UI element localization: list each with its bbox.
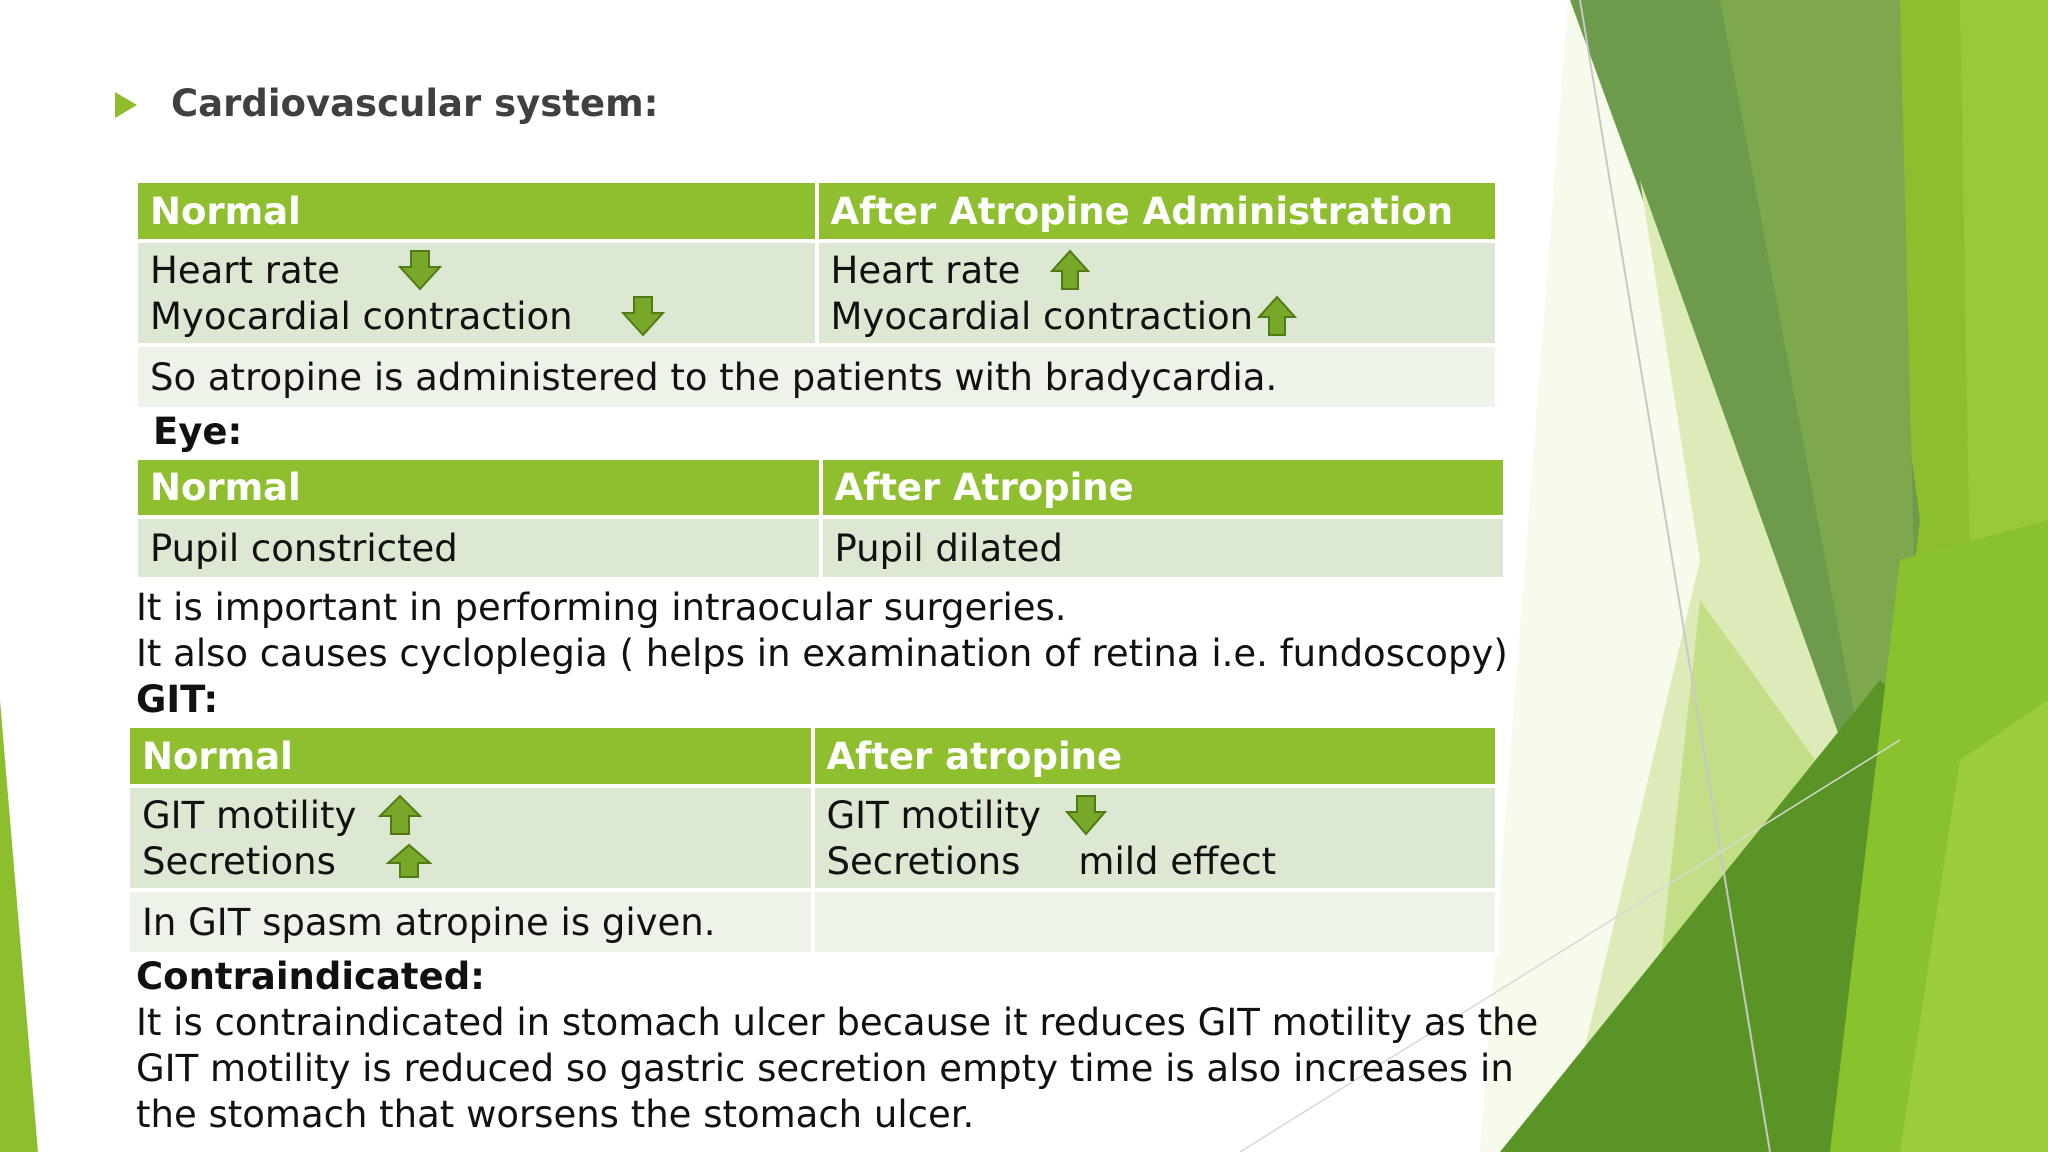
eye-note-2: It also causes cycloplegia ( helps in examination of retina i.e. fundoscopy) <box>136 632 1508 675</box>
mild-effect-text: mild effect <box>1078 839 1277 883</box>
git-motility-label: GIT motility <box>826 793 1041 837</box>
down-arrow-icon <box>621 295 665 337</box>
after-cell <box>819 243 1496 343</box>
up-arrow-icon <box>1050 249 1090 291</box>
table-row <box>130 788 1495 888</box>
table-row <box>138 519 1503 577</box>
table-header-row <box>130 728 1495 784</box>
table-row <box>130 892 1495 952</box>
table-row <box>138 347 1495 407</box>
header-after: After Atropine Administration <box>819 183 1496 239</box>
table-header-row <box>138 460 1503 515</box>
down-arrow-icon <box>1065 794 1107 836</box>
cardio-table <box>134 179 1499 411</box>
triangle-bullet-icon <box>115 92 137 118</box>
git-motility-label: GIT motility <box>142 793 357 837</box>
section-heading: Cardiovascular system: <box>171 82 659 125</box>
eye-label: Eye: <box>153 410 243 453</box>
table-row <box>138 243 1495 343</box>
secretions-label: Secretions <box>826 839 1021 883</box>
header-after: After atropine <box>815 728 1496 784</box>
empty-cell <box>815 892 1496 952</box>
eye-note-1: It is important in performing intraocular surgeries. <box>136 586 1067 629</box>
normal-cell <box>130 788 811 888</box>
header-normal: Normal <box>138 460 819 515</box>
git-label: GIT: <box>136 678 219 721</box>
contraindicated-line-2: GIT motility is reduced so gastric secretion empty time is also increases in <box>136 1047 1514 1090</box>
git-note: In GIT spasm atropine is given. <box>130 892 811 952</box>
contraindicated-line-1: It is contraindicated in stomach ulcer because it reduces GIT motility as the <box>136 1001 1539 1044</box>
header-normal: Normal <box>138 183 815 239</box>
contraindicated-label: Contraindicated: <box>136 955 485 998</box>
heart-rate-label: Heart rate <box>150 248 340 292</box>
secretions-label: Secretions <box>142 839 336 883</box>
eye-table <box>134 456 1507 581</box>
heart-rate-label: Heart rate <box>830 248 1021 292</box>
up-arrow-icon <box>1257 295 1297 337</box>
normal-cell: Pupil constricted <box>138 519 819 577</box>
up-arrow-icon <box>386 843 432 879</box>
table-header-row <box>138 183 1495 239</box>
normal-cell <box>138 243 815 343</box>
cardio-note: So atropine is administered to the patients with bradycardia. <box>138 347 1495 407</box>
header-after: After Atropine <box>823 460 1504 515</box>
after-cell: Pupil dilated <box>823 519 1504 577</box>
myocardial-label: Myocardial contraction <box>830 294 1254 338</box>
down-arrow-icon <box>398 249 442 291</box>
after-cell <box>815 788 1496 888</box>
myocardial-label: Myocardial contraction <box>150 294 573 338</box>
up-arrow-icon <box>378 794 422 836</box>
git-table <box>126 724 1499 956</box>
contraindicated-line-3: the stomach that worsens the stomach ulcer. <box>136 1093 975 1136</box>
header-normal: Normal <box>130 728 811 784</box>
